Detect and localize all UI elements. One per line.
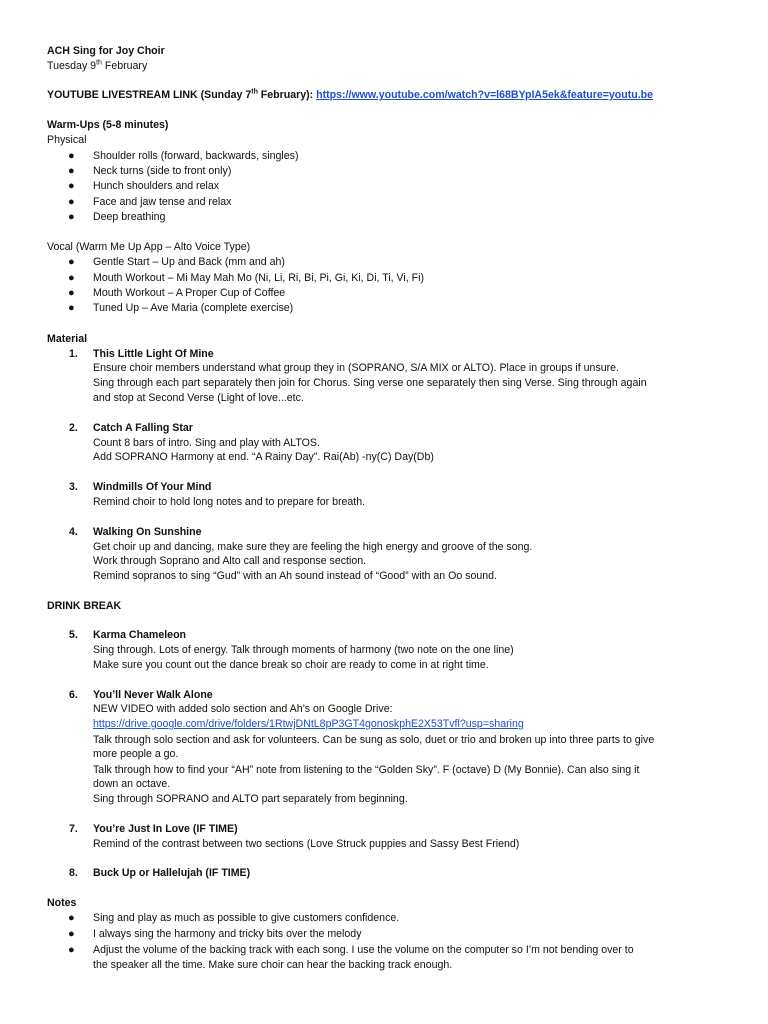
livestream-label: YOUTUBE LIVESTREAM LINK (Sunday 7	[47, 89, 252, 101]
song-note: Ensure choir members understand what group they in (SOPRANO, S/A MIX or ALTO). Place in groups if unsure.	[93, 362, 620, 374]
list-item-text: Shoulder rolls (forward, backwards, singles)	[93, 150, 299, 162]
list-item-text: Deep breathing	[93, 211, 166, 223]
vocal-label: Vocal (Warm Me Up App – Alto Voice Type)	[47, 241, 251, 253]
song-number: 8.	[69, 867, 78, 879]
song-note: more people a go.	[93, 748, 179, 760]
document-title: ACH Sing for Joy Choir	[47, 45, 165, 57]
song-note: Make sure you count out the dance break so choir are ready to come in at right time.	[93, 659, 489, 671]
song-title	[69, 347, 214, 361]
list-item	[68, 911, 399, 925]
song-name: Windmills Of Your Mind	[93, 481, 212, 493]
list-item-text: Tuned Up – Ave Maria (complete exercise)	[93, 302, 294, 314]
song-note: Get choir up and dancing, make sure they are feeling the high energy and groove of the song.	[93, 541, 533, 553]
bullet-icon: ●	[68, 928, 75, 940]
notes-heading: Notes	[47, 897, 77, 909]
google-drive-link[interactable]: https://drive.google.com/drive/folders/1RtwjDNtL8pP3GT4gonoskphE2X53Tvfl?usp=sharing	[93, 718, 524, 730]
bullet-icon: ●	[68, 272, 75, 284]
list-item-text: Gentle Start – Up and Back (mm and ah)	[93, 256, 285, 268]
date-text: Tuesday 9	[47, 60, 97, 72]
bullet-icon: ●	[68, 150, 75, 162]
list-item-text: Hunch shoulders and relax	[93, 180, 220, 192]
song-title	[69, 866, 250, 880]
drive-link-line	[93, 717, 524, 731]
list-item	[68, 271, 424, 285]
song-number: 5.	[69, 629, 78, 641]
list-item	[68, 286, 285, 300]
youtube-link[interactable]: https://www.youtube.com/watch?v=l68BYpIA5ek&feature=youtu.be	[316, 89, 654, 101]
song-note: NEW VIDEO with added solo section and Ah’s on Google Drive:	[93, 703, 393, 715]
bullet-icon: ●	[68, 302, 75, 314]
livestream-line	[47, 88, 653, 102]
list-item	[68, 164, 231, 178]
list-item	[68, 195, 231, 209]
song-title	[69, 480, 211, 494]
song-note: Remind sopranos to sing “Gud” with an Ah sound instead of “Good” with an Oo sound.	[93, 570, 497, 582]
date-ordinal: th	[96, 59, 102, 67]
song-name: You’ll Never Walk Alone	[93, 689, 213, 701]
list-item	[68, 927, 362, 941]
list-item	[68, 179, 219, 193]
song-name: This Little Light Of Mine	[93, 348, 214, 360]
warmups-heading: Warm-Ups (5-8 minutes)	[47, 119, 169, 131]
list-item	[68, 255, 285, 269]
song-number: 2.	[69, 422, 78, 434]
list-item	[68, 301, 293, 315]
song-note: down an octave.	[93, 778, 171, 790]
song-name: Catch A Falling Star	[93, 422, 193, 434]
bullet-icon: ●	[68, 256, 75, 268]
song-number: 6.	[69, 689, 78, 701]
song-note: Sing through. Lots of energy. Talk through moments of harmony (two note on the one line)	[93, 644, 514, 656]
list-item-text: Neck turns (side to front only)	[93, 165, 232, 177]
bullet-icon: ●	[68, 211, 75, 223]
list-item	[68, 149, 298, 163]
song-note: Sing through each part separately then join for Chorus. Sing verse one separately then sing Verse. Sing through again	[93, 377, 647, 389]
list-item	[68, 210, 165, 224]
song-title	[69, 628, 186, 642]
song-note: Add SOPRANO Harmony at end. “A Rainy Day”. Rai(Ab) -ny(C) Day(Db)	[93, 451, 434, 463]
song-title	[69, 822, 238, 836]
song-note: Work through Soprano and Alto call and response section.	[93, 555, 367, 567]
song-name: Buck Up or Hallelujah (IF TIME)	[93, 867, 251, 879]
list-item-text: Sing and play as much as possible to give customers confidence.	[93, 912, 400, 924]
date-month: February	[101, 60, 148, 72]
drink-break-label: DRINK BREAK	[47, 600, 122, 612]
song-note: Talk through solo section and ask for volunteers. Can be sung as solo, duet or trio and broken up into three parts to give	[93, 734, 655, 746]
material-heading: Material	[47, 333, 88, 345]
bullet-icon: ●	[68, 287, 75, 299]
song-name: You’re Just In Love (IF TIME)	[93, 823, 238, 835]
song-note: Talk through how to find your “AH” note from listening to the “Golden Sky”. F (octave) D (My Bonnie). Can also sing it	[93, 764, 640, 776]
physical-label: Physical	[47, 134, 87, 146]
livestream-ordinal: th	[251, 88, 258, 96]
song-title	[69, 525, 202, 539]
song-number: 7.	[69, 823, 78, 835]
list-item	[68, 943, 634, 957]
song-title	[69, 688, 213, 702]
bullet-icon: ●	[68, 180, 75, 192]
song-title	[69, 421, 193, 435]
song-note: Remind choir to hold long notes and to prepare for breath.	[93, 496, 366, 508]
bullet-icon: ●	[68, 165, 75, 177]
song-name: Karma Chameleon	[93, 629, 187, 641]
list-item-text: I always sing the harmony and tricky bits over the melody	[93, 928, 362, 940]
song-number: 1.	[69, 348, 78, 360]
livestream-label-end: February):	[257, 89, 317, 101]
document-date	[47, 59, 147, 73]
bullet-icon: ●	[68, 944, 75, 956]
list-item-text: Face and jaw tense and relax	[93, 196, 232, 208]
song-number: 4.	[69, 526, 78, 538]
bullet-icon: ●	[68, 912, 75, 924]
list-item-text: Adjust the volume of the backing track with each song. I use the volume on the computer so I’m not bending over to	[93, 944, 634, 956]
bullet-icon: ●	[68, 196, 75, 208]
list-item-text: Mouth Workout – A Proper Cup of Coffee	[93, 287, 286, 299]
list-item-continuation: the speaker all the time. Make sure choir can hear the backing track enough.	[93, 959, 453, 971]
song-number: 3.	[69, 481, 78, 493]
song-note: Sing through SOPRANO and ALTO part separately from beginning.	[93, 793, 408, 805]
list-item-text: Mouth Workout – Mi May Mah Mo (Ni, Li, Ri, Bi, Pi, Gi, Ki, Di, Ti, Vi, Fi)	[93, 272, 425, 284]
song-name: Walking On Sunshine	[93, 526, 202, 538]
song-note: Remind of the contrast between two sections (Love Struck puppies and Sassy Best Friend)	[93, 838, 520, 850]
song-note: and stop at Second Verse (Light of love...etc.	[93, 392, 304, 404]
song-note: Count 8 bars of intro. Sing and play with ALTOS.	[93, 437, 320, 449]
